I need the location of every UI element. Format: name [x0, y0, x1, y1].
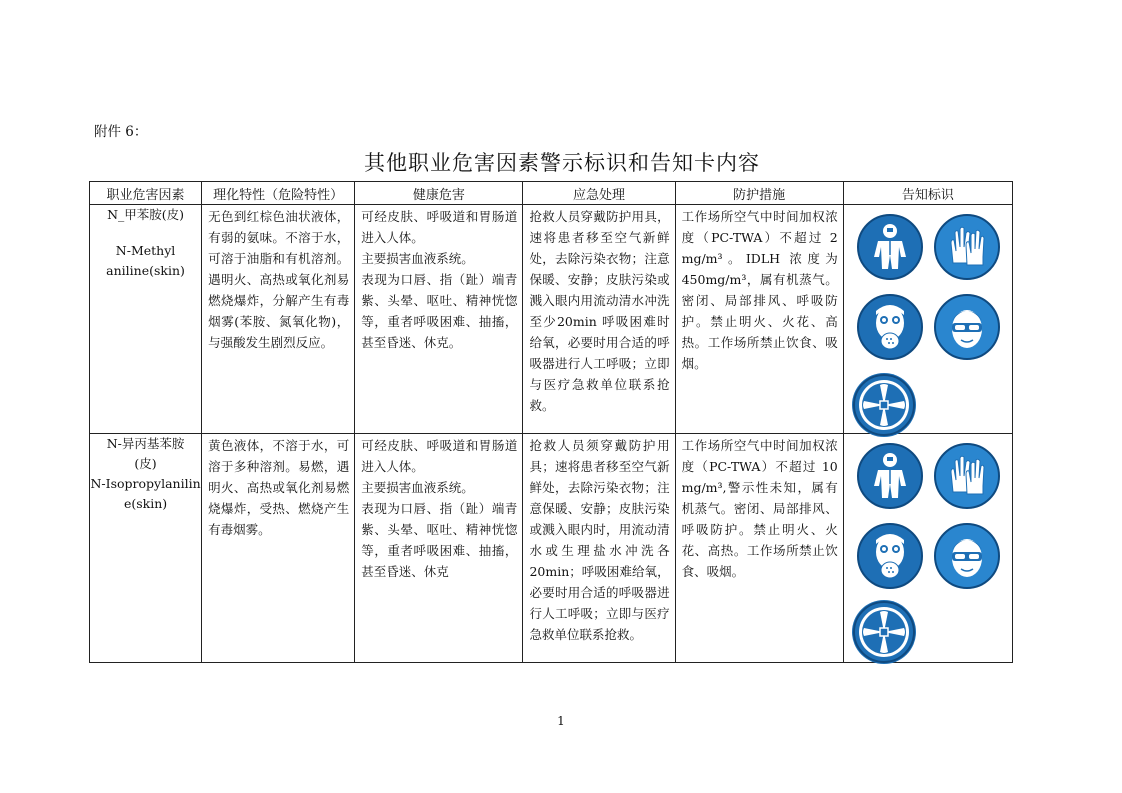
gas-mask-icon: [856, 293, 924, 361]
hazard-name-cn: N-异丙基苯胺 (皮): [106, 436, 185, 471]
table-header-row: [90, 182, 1013, 205]
protection-text: 工作场所空气中时间加权浓度（PC-TWA）不超过 2 mg/m³。IDLH 浓度为 450mg/m³，属有机蒸气。密闭、局部排风、呼吸防护。禁止明火、火花、高热。工作场所禁止饮食、吸烟。: [681, 209, 838, 371]
safety-goggles-icon: [933, 293, 1001, 361]
safety-goggles-icon: [933, 522, 1001, 590]
hazard-name-cn: N_甲苯胺(皮): [107, 207, 185, 222]
hazard-table: [89, 181, 1013, 663]
hazard-name-cell: [90, 434, 202, 663]
protective-suit-icon: [856, 213, 924, 281]
signs-cell: [843, 434, 1012, 663]
page-number: 1: [557, 714, 565, 728]
properties-text: 无色到红棕色油状液体，有弱的氨味。不溶于水，可溶于油脂和有机溶剂。遇明火、高热或氧化剂易燃烧爆炸，分解产生有毒烟雾(苯胺、氮氧化物)，与强酸发生剧烈反应。: [208, 209, 350, 350]
health-text: 可经皮肤、呼吸道和胃肠道进入人体。 主要损害血液系统。 表现为口唇、指（趾）端青紫、头晕、呕吐、精神恍惚等，重者呼吸困难、抽搐，甚至昏迷、休克: [361, 438, 518, 579]
signs-cell: [843, 205, 1012, 434]
column-header: 告知标识: [843, 182, 1012, 205]
protection-text: 工作场所空气中时间加权浓度（PC-TWA）不超过 10 mg/m³,警示性未知，属有机蒸气。密闭、局部排风、呼吸防护。禁止明火、火花、高热。工作场所禁止饮食、吸烟。: [681, 438, 838, 579]
gas-mask-icon: [856, 522, 924, 590]
ventilation-fan-icon: [850, 371, 918, 439]
column-header: 职业危害因素: [90, 182, 202, 205]
health-text: 可经皮肤、呼吸道和胃肠道进入人体。 主要损害血液系统。 表现为口唇、指（趾）端青紫、头晕、呕吐、精神恍惚等，重者呼吸困难、抽搐，甚至昏迷、休克。: [361, 209, 518, 350]
hazard-name-en: N-Isopropylanilin e(skin): [90, 476, 201, 511]
table-row: [90, 434, 1013, 663]
attachment-label: 附件 6：: [94, 124, 148, 140]
table-row: [90, 205, 1013, 434]
protective-gloves-icon: [933, 213, 1001, 281]
page-title: [0, 147, 1122, 177]
column-header: 健康危害: [355, 182, 523, 205]
hazard-name-cell: [90, 205, 202, 434]
protective-gloves-icon: [933, 442, 1001, 510]
emergency-text: 抢救人员穿戴防护用具，速将患者移至空气新鲜处，去除污染衣物；注意保暖、安静；皮肤污染或溅入眼内用流动清水冲洗至少20min 呼吸困难时给氧，必要时用合适的呼吸器进行人工呼吸；立即与医疗急救单位联系抢救。: [529, 209, 670, 413]
hazard-name-en: N-Methyl aniline(skin): [106, 243, 185, 278]
properties-text: 黄色液体，不溶于水，可溶于多种溶剂。易燃，遇明火、高热或氧化剂易燃烧爆炸，受热、燃烧产生有毒烟雾。: [208, 438, 350, 537]
protective-suit-icon: [856, 442, 924, 510]
column-header: 防护措施: [675, 182, 843, 205]
column-header: 应急处理: [523, 182, 675, 205]
page-title-text: 其他职业危害因素警示标识和告知卡内容: [364, 151, 760, 175]
ventilation-fan-icon: [850, 598, 918, 666]
column-header: 理化特性（危险特性）: [202, 182, 355, 205]
emergency-text: 抢救人员须穿戴防护用具；速将患者移至空气新鲜处，去除污染衣物；注意保暖、安静；皮肤污染或溅入眼内时，用流动清水或生理盐水冲洗各 20min；呼吸困难给氧，必要时用合适的呼吸器进行人工呼吸；立即与医疗急救单位联系抢救。: [529, 438, 670, 642]
